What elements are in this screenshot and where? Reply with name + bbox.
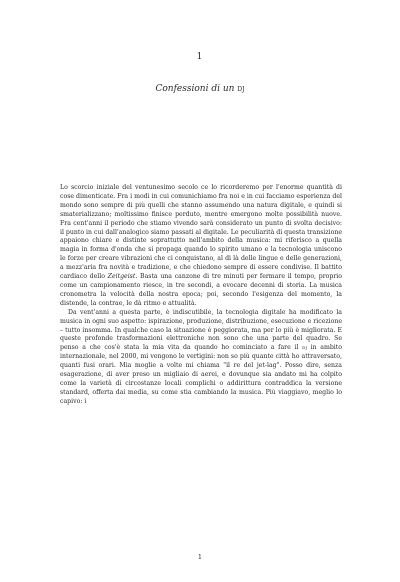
text-segment: Lo scorcio iniziale del ventunesimo secolo ce lo ricorderemo per l'enorme quantità di cose dimenticate. Fra i modi in cui comunichiamo fra noi e in cui facciamo esperienza del mondo sono sempre di più quelli che stanno assumendo una natura digitale, e quindi si smaterializzano; moltissimo finisce perduto, mentre emergono molte possibilità nuove. Fra cent'anni il periodo che stiamo vivendo sarà considerato un punto di svolta decisivo: il punto in cui dall'analogico siamo passati al digitale. Le peculiarità di questa transizione appaiono chiare e distinte soprattutto nell'ambito della musica: mi riferisco a quella magia in forma d'onda che si propaga quando lo spirito umano e la tecnologia uniscono le forze per creare vibrazioni che ci conquistano, al di là delle lingue e delle generazioni, a mezz'aria fra novità e tradizione, e che chiedono sempre di essere condivise. Il battito cardiaco dello: [60, 184, 342, 281]
text-segment: . Basta una canzone di tre minuti per fermare il tempo, proprio come un campionamento riesce, in tre secondi, a evocare decenni di storia. La musica cronometra la velocità della nostra epoca; poi, secondo l'esigenza del momento, la distende, la contrae, le dà ritmo e attualità.: [60, 273, 342, 307]
text-segment-smallcaps: dj: [302, 344, 307, 352]
paragraph-2: [60, 309, 342, 407]
chapter-title-smallcaps: dj: [237, 84, 245, 93]
chapter-title-text: Confessioni di un: [155, 84, 235, 94]
paragraph-1: [60, 184, 342, 309]
body-text: [60, 184, 342, 407]
chapter-number: 1: [196, 52, 204, 62]
page-number: 1: [197, 553, 203, 561]
chapter-title: [0, 84, 400, 94]
text-segment: in ambito internazionale, nel 2000, mi vengono le vertigini: non so più quante città ho attraversato, quanti fusi orari. Mia moglie a volte mi chiama "il re del jet-lag". Posso dire, senza esagerazione, di aver preso un migliaio di aerei, e dovunque sia andato mi ha colpito come la varietà di circostanze locali complichi o addirittura contraddica la versione standard, offerta dai media, su come stia cambiando la musica. Più viaggiavo, meglio lo capivo: i: [60, 344, 342, 405]
text-segment: Da vent'anni a questa parte, è indiscutibile, la tecnologia digitale ha modificato la musica in ogni suo aspetto: ispirazione, produzione, distribuzione, esecuzione e ricezione – tutto insomma. In qualche caso la situazione è peggiorata, ma per lo più è migliorata. E queste profonde trasformazioni elettroniche non sono che una parte del quadro. Se penso a che cos'è stata la mia vita da quando ho cominciato a fare il: [60, 308, 342, 352]
text-segment-italic: Zeitgeist: [107, 273, 136, 281]
